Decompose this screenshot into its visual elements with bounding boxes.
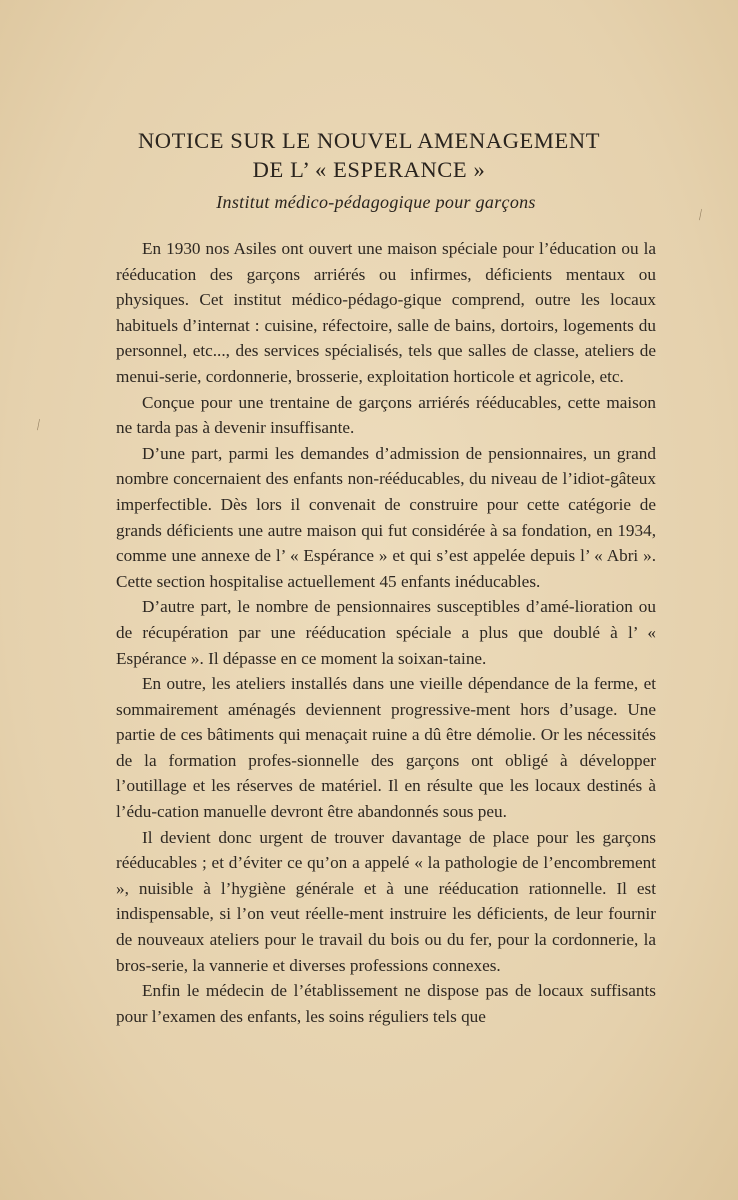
paragraph: D’autre part, le nombre de pensionnaires susceptibles d’amé-lioration ou de récupération par une rééducation spéciale a plus que doublé à l’ « Espérance ». Il dépasse en ce moment la soixan-taine. [116,597,656,668]
paragraph: En 1930 nos Asiles ont ouvert une maison spéciale pour l’éducation ou la rééducation des garçons arriérés ou infirmes, déficients mentaux ou physiques. Cet institut médico-pédago-gique comprend, outre les locaux habituels d’internat : cuisine, réfectoire, salle de bains, dortoirs, logements du personnel, etc..., des services spécialisés, tels que salles de classe, ateliers de menui-serie, cordonnerie, brosserie, exploitation horticole et agricole, etc. [116,239,656,386]
paragraph: Enfin le médecin de l’établissement ne dispose pas de locaux suffisants pour l’examen des enfants, les soins réguliers tels que [116,981,656,1026]
paragraph: D’une part, parmi les demandes d’admission de pensionnaires, un grand nombre concernaient des enfants non-rééducables, du niveau de l’idiot-gâteux imperfectible. Dès lors il convenait de construire pour cette catégorie de grands déficients une autre maison qui fut considérée à sa fondation, en 1934, comme une annexe de l’ « Espérance » et qui s’est appelée depuis l’ « Abri ». Cette section hospitalise actuellement 45 enfants inéducables. [116,443,656,591]
margin-mark-icon: ⁄ [696,208,706,223]
paragraph: Il devient donc urgent de trouver davantage de place pour les garçons rééducables ; et d’éviter ce qu’on a appelé « la pathologie de l’encombrement », nuisible à l’hygiène générale et à une rééducation rationnelle. Il est indispensable, si l’on veut réelle-ment instruire les déficients, de leur fournir de nouveaux ateliers pour le travail du bois ou du fer, pour la cordonnerie, la bros-serie, la vannerie et diverses professions connexes. [116,827,656,975]
body-text [116,236,656,1029]
page-subtitle: Institut médico-pédagogique pour garçons [216,192,536,212]
page-title [0,126,738,184]
title-line-1: NOTICE SUR LE NOUVEL AMENAGEMENT [137,128,601,153]
paragraph: Conçue pour une trentaine de garçons arriérés rééducables, cette maison ne tarda pas à devenir insuffisante. [116,392,656,438]
title-line-2: DE L’ « ESPERANCE » [252,157,486,182]
paragraph: En outre, les ateliers installés dans une vieille dépendance de la ferme, et sommairement aménagés deviennent progressive-ment hors d’usage. Une partie de ces bâtiments qui menaçait ruine a dû être démolie. Or les nécessités de la formation profes-sionnelle des garçons ont obligé à développer l’outillage et les réserves de matériel. Il en résulte que les locaux destinés à l’édu-cation manuelle devront être abandonnés sous peu. [116,674,656,822]
margin-mark-icon: ⁄ [34,418,44,433]
heading-block [0,126,738,213]
